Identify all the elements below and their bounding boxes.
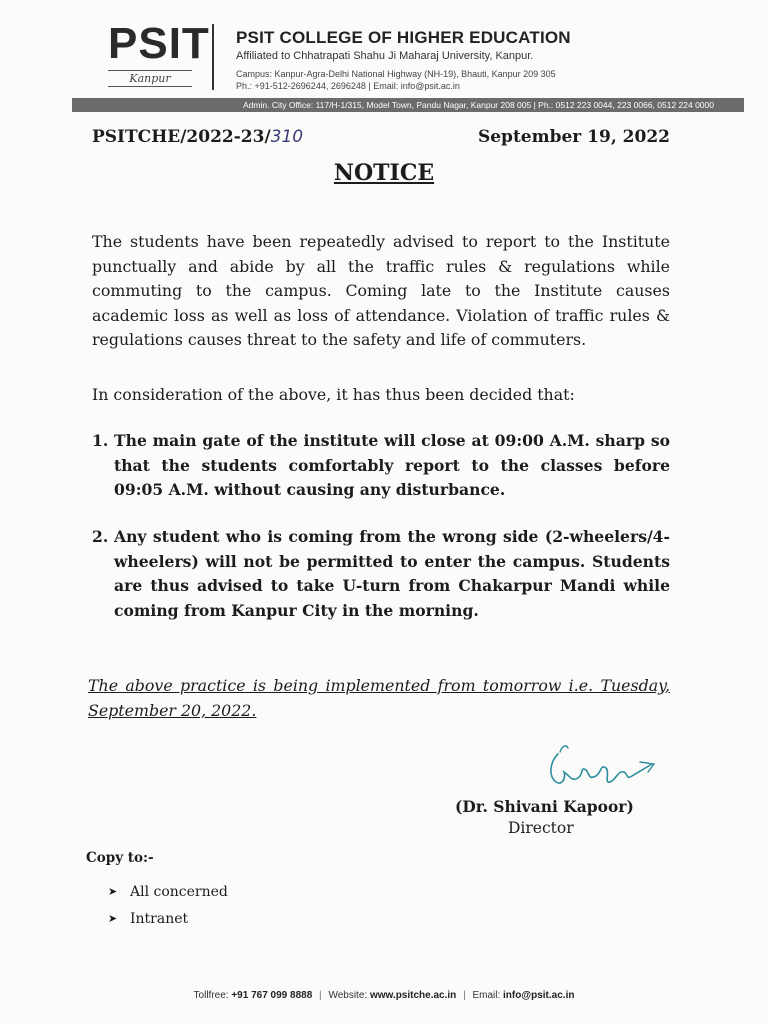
contact-line: Ph.: +91-512-2696244, 2696248 | Email: info@psit.ac.in bbox=[236, 81, 460, 91]
header-divider bbox=[212, 24, 214, 90]
footer: Tollfree: +91 767 099 8888 | Website: www.psitche.ac.in | Email: info@psit.ac.in bbox=[193, 990, 575, 1001]
logo-text: PSIT bbox=[108, 19, 210, 68]
logo-subtitle: Kanpur bbox=[108, 70, 192, 87]
website-link[interactable]: www.psitche.ac.in bbox=[369, 990, 457, 1001]
reference-number bbox=[92, 127, 303, 147]
email-label: Email: bbox=[472, 990, 501, 1001]
college-title: PSIT COLLEGE OF HIGHER EDUCATION bbox=[236, 28, 571, 47]
consideration-line: In consideration of the above, it has thus been decided that: bbox=[92, 385, 575, 404]
decision-point-1 bbox=[92, 429, 670, 503]
campus-address: Campus: Kanpur-Agra-Delhi National Highway (NH-19), Bhauti, Kanpur 209 305 bbox=[236, 69, 556, 79]
point-number: 1. bbox=[92, 431, 109, 450]
copy-item-text: All concerned bbox=[130, 883, 228, 900]
point-text: The main gate of the institute will close at 09:00 A.M. sharp so that the students comfortably report to the classes before 09:05 A.M. without causing any disturbance. bbox=[114, 431, 670, 499]
signature-icon bbox=[540, 742, 660, 797]
copy-item-text: Intranet bbox=[130, 910, 189, 927]
point-text: Any student who is coming from the wrong side (2-wheelers/4-wheelers) will not be permitted to enter the campus. Students are thus advised to take U-turn from Chakarpur Mandi while coming from Kanpur City in the morning. bbox=[114, 527, 670, 620]
decision-point-2 bbox=[92, 525, 670, 623]
admin-office-text: Admin. City Office: 117/H-1/315, Model Town, Pandu Nagar, Kanpur 208 005 | Ph.: 0512 223 0044, 223 0066, 0512 224 0000 bbox=[243, 100, 714, 110]
notice-paragraph: The students have been repeatedly advised to report to the Institute punctually and abide by all the traffic rules & regulations while commuting to the campus. Coming late to the Institute causes academic loss as well as loss of attendance. Violation of traffic rules & regulations causes threat to the safety and life of commuters. bbox=[92, 232, 670, 349]
tollfree-label: Tollfree: bbox=[193, 990, 229, 1001]
signatory-role: Director bbox=[508, 819, 574, 837]
arrow-bullet-icon: ➤ bbox=[108, 885, 118, 898]
admin-office-bar bbox=[72, 98, 744, 112]
reference-printed: PSITCHE/2022-23/ bbox=[92, 127, 271, 147]
reference-handwritten: 310 bbox=[270, 127, 304, 147]
point-number: 2. bbox=[92, 527, 109, 546]
list-item bbox=[108, 878, 228, 905]
arrow-bullet-icon: ➤ bbox=[108, 912, 118, 925]
website-label: Website: bbox=[328, 990, 368, 1001]
affiliation-text: Affiliated to Chhatrapati Shahu Ji Maharaj University, Kanpur. bbox=[236, 50, 534, 62]
notice-date: September 19, 2022 bbox=[477, 127, 670, 147]
notice-title: NOTICE bbox=[333, 160, 435, 186]
list-item bbox=[108, 905, 228, 932]
tollfree-number: +91 767 099 8888 bbox=[231, 990, 313, 1001]
college-logo bbox=[108, 19, 210, 92]
email-link[interactable]: info@psit.ac.in bbox=[503, 990, 575, 1001]
implementation-note: The above practice is being implemented from tomorrow i.e. Tuesday, September 20, 2022. bbox=[88, 676, 670, 720]
copy-to-label: Copy to:- bbox=[86, 850, 154, 866]
copy-to-list bbox=[108, 878, 228, 932]
signatory-name: (Dr. Shivani Kapoor) bbox=[455, 797, 634, 816]
